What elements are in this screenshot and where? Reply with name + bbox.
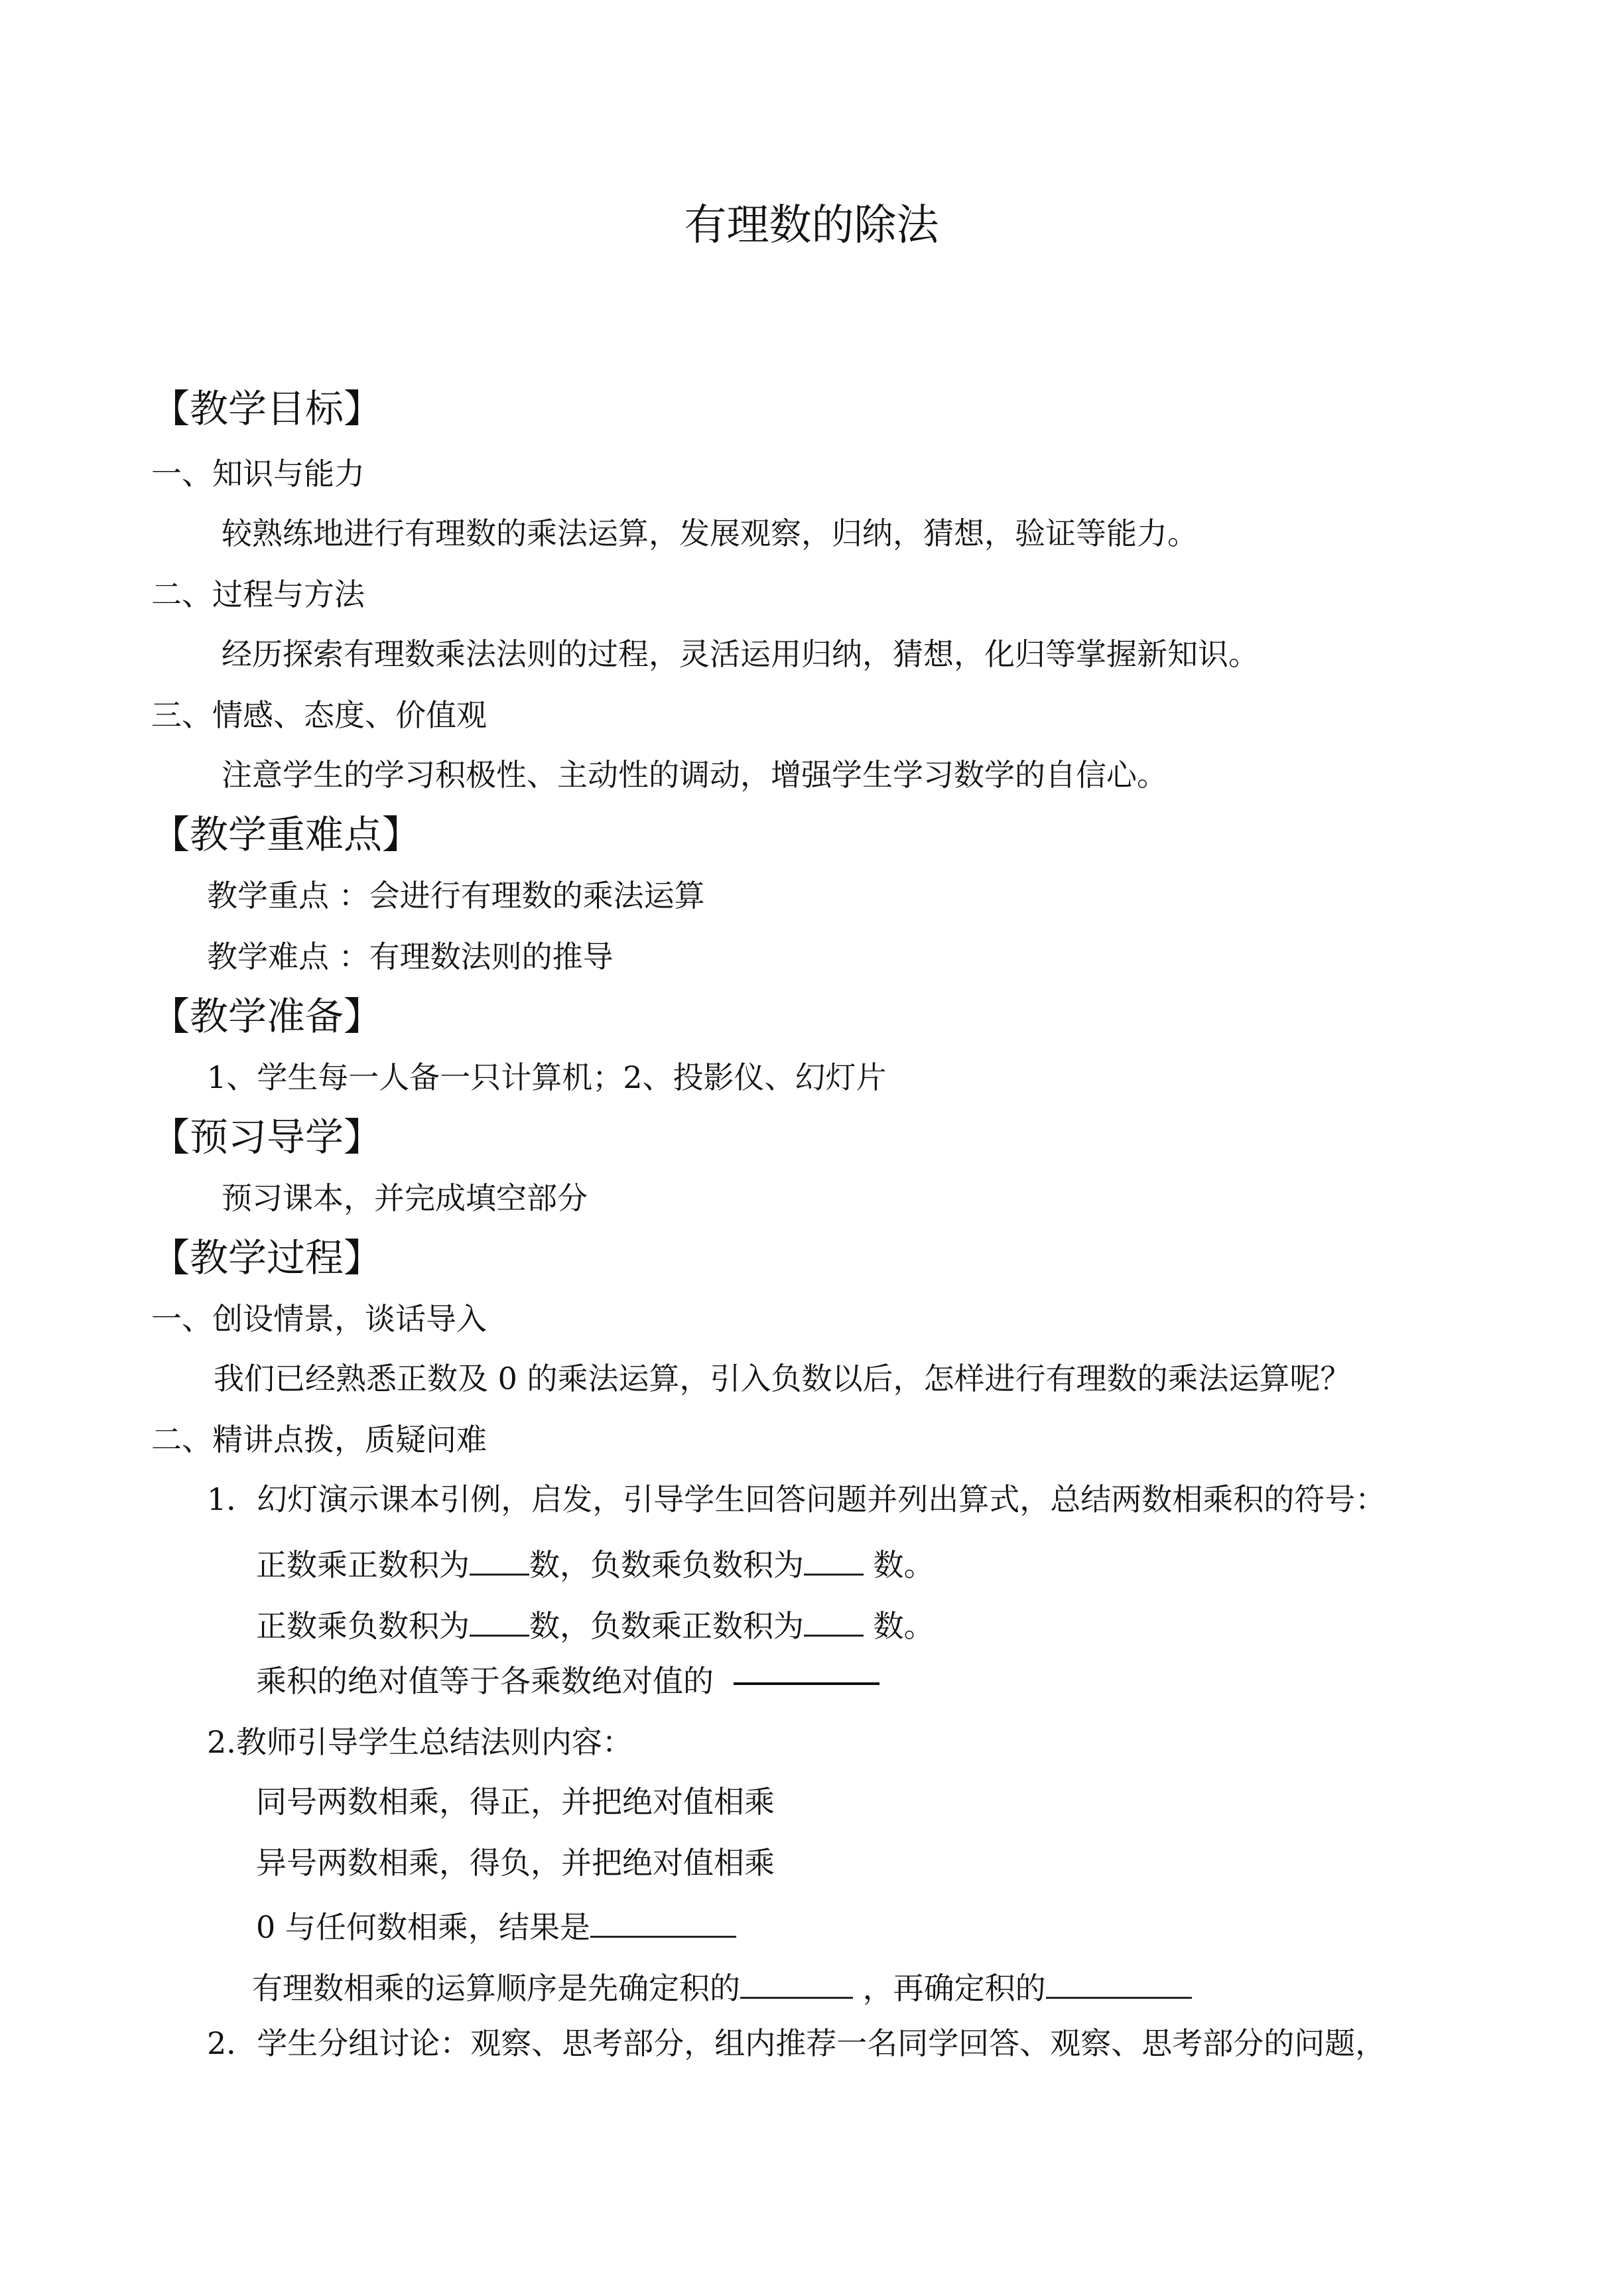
preview-text: 预习课本，并完成填空部分 <box>222 1180 588 1216</box>
objective-2-text: 经历探索有理数乘法法则的过程，灵活运用归纳，猜想，化归等掌握新知识。 <box>222 636 1259 672</box>
section-process: 【教学过程】 <box>151 1235 383 1280</box>
fill-2-a: 正数乘负数积为 <box>256 1608 470 1644</box>
difficult-point: 教学难点 ：有理数法则的推导 <box>207 939 614 975</box>
process-1-heading: 一、创设情景，谈话导入 <box>151 1301 487 1337</box>
fill-line-2 <box>256 1601 935 1646</box>
document-title: 有理数的除法 <box>684 201 939 250</box>
rule-3 <box>256 1903 736 1947</box>
objective-1-text: 较熟练地进行有理数的乘法运算，发展观察，归纳，猜想，验证等能力。 <box>222 515 1198 551</box>
process-item-1: 1．幻灯演示课本引例，启发，引导学生回答问题并列出算式，总结两数相乘积的符号： <box>207 1481 1386 1517</box>
objective-2-heading: 二、过程与方法 <box>151 576 365 612</box>
process-item-3: 2．学生分组讨论：观察、思考部分，组内推荐一名同学回答、观察、思考部分的问题， <box>207 2025 1386 2061</box>
fill-2-b: 数，负数乘正数积为 <box>529 1608 804 1644</box>
section-keypoints: 【教学重难点】 <box>151 812 421 857</box>
fill-blank <box>740 1964 853 1999</box>
process-item-2: 2.教师引导学生总结法则内容： <box>207 1724 633 1760</box>
fill-blank <box>470 1601 529 1637</box>
fill-line-3 <box>256 1661 879 1701</box>
answer-line <box>734 1682 879 1685</box>
fill-blank <box>590 1903 736 1938</box>
process-1-text: 我们已经熟悉正数及 0 的乘法运算，引入负数以后，怎样进行有理数的乘法运算呢？ <box>214 1361 1351 1396</box>
rule-4 <box>252 1964 1192 2008</box>
fill-2-c: 数。 <box>864 1608 935 1644</box>
rule-4-a: 有理数相乘的运算顺序是先确定积的 <box>252 1970 740 2006</box>
process-2-heading: 二、精讲点拨，质疑问难 <box>151 1422 487 1457</box>
fill-blank <box>470 1540 529 1576</box>
preparation-text: 1、学生每一人备一只计算机；2、投影仪、幻灯片 <box>207 1059 887 1095</box>
key-point: 教学重点 ：会进行有理数的乘法运算 <box>207 878 705 913</box>
fill-1-c: 数。 <box>864 1547 935 1583</box>
objective-3-text: 注意学生的学习积极性、主动性的调动，增强学生学习数学的自信心。 <box>222 757 1167 793</box>
rule-4-b: ，再确定积的 <box>853 1970 1046 2006</box>
fill-blank <box>804 1601 864 1637</box>
section-preparation: 【教学准备】 <box>151 994 383 1039</box>
fill-blank <box>1046 1964 1192 1999</box>
section-preview: 【预习导学】 <box>151 1114 383 1160</box>
fill-1-b: 数，负数乘负数积为 <box>529 1547 804 1583</box>
rule-1: 同号两数相乘，得正，并把绝对值相乘 <box>256 1784 775 1820</box>
fill-line-1 <box>256 1540 935 1585</box>
objective-1-heading: 一、知识与能力 <box>151 456 365 492</box>
section-objectives: 【教学目标】 <box>151 386 383 431</box>
objective-3-heading: 三、情感、态度、价值观 <box>151 697 487 733</box>
rule-3-a: 0 与任何数相乘，结果是 <box>256 1909 590 1945</box>
fill-1-a: 正数乘正数积为 <box>256 1547 470 1583</box>
fill-blank <box>804 1540 864 1576</box>
rule-2: 异号两数相乘，得负，并把绝对值相乘 <box>256 1845 775 1881</box>
fill-3-a: 乘积的绝对值等于各乘数绝对值的 <box>256 1663 714 1699</box>
